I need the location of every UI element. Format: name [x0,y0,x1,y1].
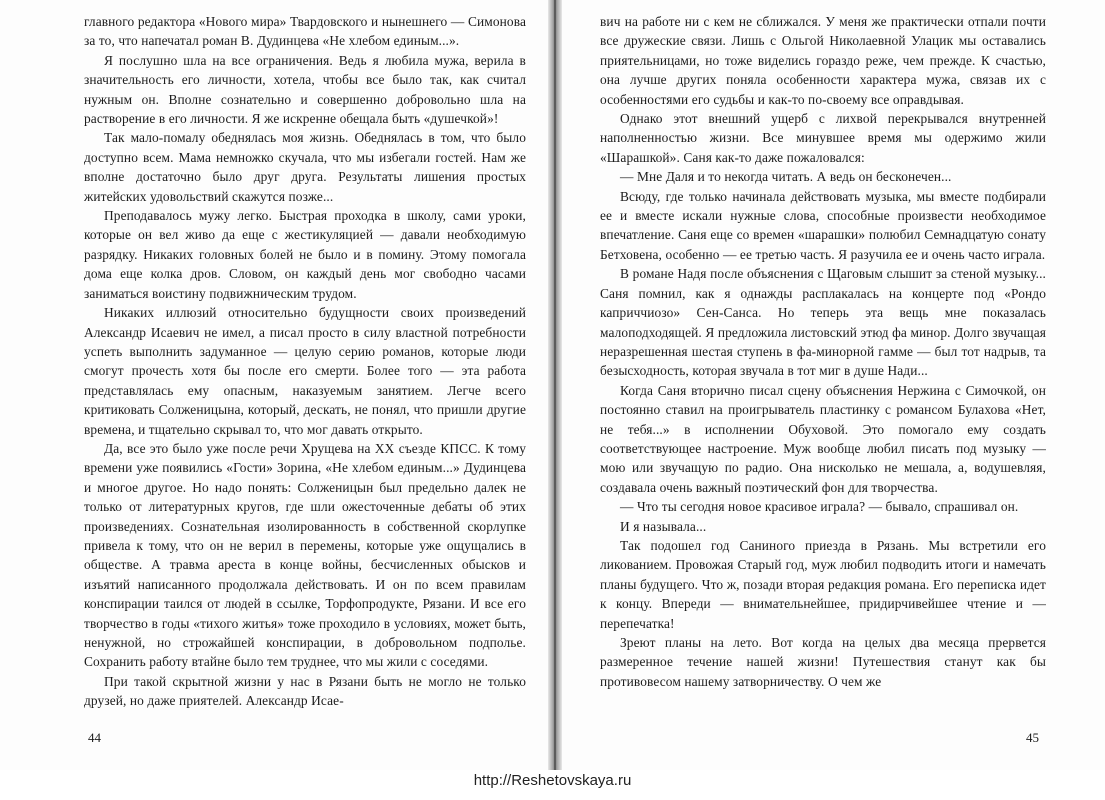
source-url-watermark: http://Reshetovskaya.ru [473,772,632,789]
paragraph: Так мало-помалу обеднялась моя жизнь. Обеднялась в том, что было доступно всем. Мама немножко скучала, что мы избегали гостей. Нам же вполне достаточно было друг друга. Результаты лишения простых житейских удовольствий скажутся позже... [84,130,526,204]
paragraph: Когда Саня вторично писал сцену объяснения Нержина с Симочкой, он постоянно ставил на проигрыватель пластинку с романсом Булахова «Нет, не тебя...» в исполнении Обуховой. Это помогало ему создать соответствующее настроение. Муж вообще любил писать под музыку — мою или звучащую по радио. Она нисколько не мешала, а, водушевляя, создавала очень важный поэтический фон для творчества. [600,382,1046,495]
paragraph: Я послушно шла на все ограничения. Ведь я любила мужа, верила в значительность его личности, хотела, чтобы все было так, как считал нужным он. Вполне сознательно и совершенно добровольно шла на растворение в его личности. Я же искренне обещала быть «душечкой»! [84,52,526,127]
paragraph: Никаких иллюзий относительно будущности своих произведений Александр Исаевич не имел, а писал просто в силу властной потребности успеть выполнить задуманное — целую серию романов, которые люди смогут прочесть хотя бы после его смерти. Более того — эта работа представлялась ему опасным, наказуемым занятием. Легче всего критиковать Солженицына, который, дескать, не понял, что пришли другие времена, и тщательно скрывал то, что мог давать открыто. [84,305,526,437]
book-gutter [548,0,562,770]
paragraph: Да, все это было уже после речи Хрущева на XX съезде КПСС. К тому времени уже появились «Гости» Зорина, «Не хлебом единым...» Дудинцева и многое другое. Но надо понять: Солженицын был предельно далек не только от литературных кругов, где шли ожесточенные дебаты об этих произведениях. Сознательная изолированность в собственной скорлупке привела к тому, что он не верил в перемены, которые уже ощущались в обществе. А травма ареста в конце войны, бесчисленных обысков и изъятий написанного продолжала действовать. И он по всем правилам конспирации таился от людей в ссылке, Торфопродукте, Рязани. И все его творчество в годы «тихого житья» тоже проходило в условиях, может быть, ненужной, но строжайшей конспирации, в добровольном подполье. Сохранить работу втайне было тем труднее, что мы жили с соседями. [84,440,526,670]
paragraph: — Мне Даля и то некогда читать. А ведь он бесконечен... [620,169,952,185]
paragraph: В романе Надя после объяснения с Щаговым слышит за стеной музыку... Саня помнил, как я однажды расплакалась на концерте под «Рондо каприччиозо» Сен-Санса. Но теперь эта вещь мне показалась малоподходящей. Я предложила листовский этюд фа минор. Долго звучащая неразрешенная шестая ступень в фа-минорной гамме — был тот надрыв, та безысходность, которая звучала в тот миг в душе Нади... [600,266,1046,379]
paragraph: Однако этот внешний ущерб с лихвой перекрывался внутренней наполненностью жизни. Все минувшее время мы одержимо жили «Шарашкой». Саня как-то даже пожаловался: [600,111,1046,165]
paragraph: Преподавалось мужу легко. Быстрая проходка в школу, сами уроки, которые он вел живо да еще с жестикуляцией — давали необходимую разрядку. Никаких головных болей не было и в помину. Этому помогала дома еще колка дров. Словом, он каждый день мог свободно часами заниматься воистину подвижническим трудом. [84,208,526,301]
paragraph: главного редактора «Нового мира» Твардовского и нынешнего — Симонова за то, что напечатал роман В. Дудинцева «Не хлебом единым...». [84,14,526,49]
page-number-left: 44 [88,730,101,745]
paragraph: Так подошел год Саниного приезда в Рязань. Мы встретили его ликованием. Провожая Старый год, муж любил подводить итоги и намечать планы будущего. Что ж, позади вторая редакция романа. Его переписка идет к концу. Впереди — внимательнейшее, придирчивейшее чтение и — перепечатка! [600,537,1046,631]
paragraph: Всюду, где только начинала действовать музыка, мы вместе подбирали ее и вместе искали нужные слова, способные произвести необходимое впечатление. Саня еще со времен «шарашки» полюбил Семнадцатую сонату Бетховена, особенно — ее третью часть. Я разучила ее и очень часто играла. [600,188,1046,262]
right-page [600,12,1046,691]
page-number-right: 45 [1026,730,1039,745]
paragraph: И я называла... [620,518,707,534]
left-page [84,12,526,711]
paragraph: вич на работе ни с кем не сближался. У меня же практически отпали почти все дружеские связи. Лишь с Ольгой Николаевной Улацик мы оставались приятельницами, но тоже виделись гораздо реже, чем прежде. К счастью, она лучше других поняла особенности характера мужа, связав их с особенностями его судьбы и как-то по-своему все оправдывая. [600,14,1046,107]
paragraph: — Что ты сегодня новое красивое играла? — бывало, спрашивал он. [620,499,1019,515]
paragraph: Зреют планы на лето. Вот когда на целых два месяца прервется размеренное течение нашей жизни! Путешествия станут как бы противовесом нашему затворничеству. О чем же [600,635,1046,689]
paragraph: При такой скрытной жизни у нас в Рязани быть не могло не только друзей, но даже приятелей. Александр Исае- [84,673,526,709]
